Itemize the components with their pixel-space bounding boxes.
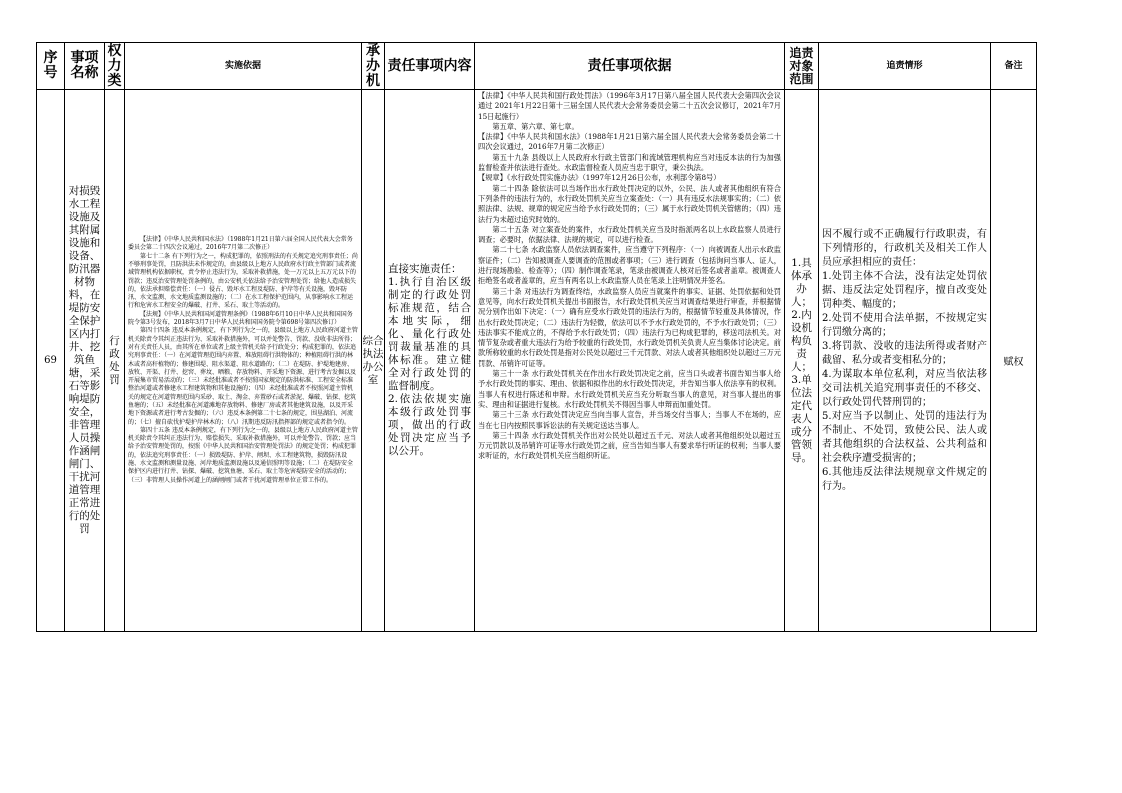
basis-para: 第四十五条 违反本条例规定，有下列行为之一的，县级以上地方人民政府河道主管机关除责令其纠正违法行为、赔偿损失、采取补救措施外，可以并处警告、罚款；应当给予治安管理处罚的，按照《中华人民共和国治安管理处罚法》的规定处罚；构成犯罪的，依法追究刑事责任：（一）损毁堤防、护岸、闸坝、水工程建筑物，损毁防汛设施、水文监测和测量设施、河岸地质监测设施以及通信照明等设施；（二）在堤防安全保护区内进行打井、钻探、爆破、挖筑鱼塘、采石、取土等危害堤防安全的活动的；（三）非管理人员操作河道上的涵闸闸门或者干扰河道管理单位正常工作的。	[128, 426, 358, 484]
header-power-type: 权力类	[105, 43, 125, 90]
situation-line: 3.将罚款、没收的违法所得或者财产截留、私分或者变相私分的；	[822, 340, 987, 366]
basis-cell	[125, 90, 362, 632]
duty-content-line: 直接实施责任：	[388, 263, 462, 275]
basis-para: 第七十二条 有下列行为之一，构成犯罪的，依照刑法的有关规定追究刑事责任；尚不够刑事处罚，且防洪法未作规定的，由县级以上地方人民政府水行政主管部门或者流域管理机构依据职权，责令停止违法行为，采取补救措施，处一万元以上五万元以下的罚款；违反治安管理处罚条例的，由公安机关依法给予治安管理处罚；给他人造成损失的，依法承担赔偿责任：（一）侵占、毁坏水工程及堤防、护岸等有关设施，毁坏防汛、水文监测、水文地质监测设施的；（二）在水工程保护范围内，从事影响水工程运行和危害水工程安全的爆破、打井、采石、取土等活动的。	[128, 252, 358, 310]
accountable-cell	[785, 90, 819, 632]
duty-basis-para: 第五十九条 县级以上人民政府水行政主管部门和流域管理机构应当对违反本法的行为加强监督检查并依法进行查处。水政监督检查人员应当忠于职守，秉公执法。	[478, 152, 781, 173]
dept-cell: 综合执法办公室	[362, 90, 385, 632]
duty-basis-para: 第二十七条 水政监察人员依法调查案件，应当遵守下列程序：（一）向被调查人出示水政监察证件；（二）告知被调查人要调查的范围或者事项；（三）进行调查（包括询问当事人、证人，进行现场勘验、检查等）；（四）制作调查笔录，笔录由被调查人核对后签名或者盖章。被调查人拒绝签名或者盖章的，应当有两名以上水政监察人员在笔录上注明情况并签名。	[478, 245, 781, 286]
authority-list-table	[36, 42, 1037, 632]
duty-basis-para: 【法律】《中华人民共和国行政处罚法》（1996年3月17日第八届全国人民代表大会第四次会议通过 2021年1月22日第十三届全国人民代表大会常务委员会第二十五次会议修订，2021年7月15日起施行）	[478, 91, 781, 121]
remark-cell: 赋权	[991, 90, 1037, 632]
seq-cell: 69	[37, 90, 65, 632]
duty-basis-para: 【法律】《中华人民共和国水法》（1988年1月21日第六届全国人民代表大会常务委员会第二十四次会议通过，2016年7月第二次修正）	[478, 132, 781, 152]
header-duty-content: 责任事项内容	[385, 43, 475, 90]
duty-basis-para: 第三十条 对违法行为调查终结，水政监察人员应当就案件的事实、证据、处罚依据和处罚意见等，向水行政处罚机关提出书面报告，水行政处罚机关应当对调查结果进行审查，并根据情况分别作出如下决定：（一）确有应受水行政处罚的违法行为的，根据情节轻重及具体情况，作出水行政处罚决定；（二）违法行为轻微，依法可以不予水行政处罚的，不予水行政处罚；（三）违法事实不能成立的，不得给予水行政处罚；（四）违法行为已构成犯罪的，移送司法机关。对情节复杂或者重大违法行为给予较重的行政处罚，水行政处罚机关负责人应当集体讨论决定。前款所称较重的水行政处罚是指对公民处以超过三千元罚款、对法人或者其他组织处以超过三万元罚款、吊销许可证等。	[478, 286, 781, 368]
basis-para: 第四十四条 违反本条例规定，有下列行为之一的，县级以上地方人民政府河道主管机关除责令其纠正违法行为、采取补救措施外，可以并处警告、罚款、没收非法所得；对有关责任人员，由其所在单位或者上级主管机关给予行政处分；构成犯罪的，依法追究刑事责任：（一）在河道管理范围内弃置、堆放阻碍行洪物体的；种植阻碍行洪的林木或者高秆植物的；修建围堤、阻水渠道、阻水道路的；（二）在堤防、护堤地建房、放牧、开渠、打井、挖窖、葬坟、晒粮、存放物料、开采地下资源、进行考古发掘以及开展集市贸易活动的；（三）未经批准或者不按照国家规定的防洪标准、工程安全标准整治河道或者修建水工程建筑物和其他设施的；（四）未经批准或者不按照河道主管机关的规定在河道管理范围内采砂、取土、淘金、弃置砂石或者淤泥、爆破、钻探、挖筑鱼塘的；（五）未经批准在河道滩地存放物料、修建厂房或者其他建筑设施，以及开采地下资源或者进行考古发掘的；（六）违反本条例第二十七条的规定，围垦湖泊、河流的；（七）擅自砍伐护堤护岸林木的；（八）汛期违反防汛指挥部的规定或者指令的。	[128, 327, 358, 426]
situation-line: 4.为谋取本单位私利，对应当依法移交司法机关追究刑事责任的不移交、以行政处罚代替刑罚的；	[822, 368, 987, 408]
duty-basis-cell	[475, 90, 785, 632]
table-row	[37, 90, 1037, 632]
header-seq: 序号	[37, 43, 65, 90]
header-situation: 追责情形	[819, 43, 991, 90]
duty-content-line: 1.执行自治区级制定的行政处罚标准规范，结合本地实际，细化、量化行政处罚裁量基准的具体标准。建立健全对行政处罚的监督制度。	[388, 276, 471, 392]
duty-basis-para: 第五章、第六章、第七章。	[492, 121, 579, 131]
basis-para: 【法规】《中华人民共和国河道管理条例》（1988年6月10日中华人民共和国国务院令第3号发布，2018年3月7日中华人民共和国国务院令第698号第四次修订）	[128, 310, 353, 327]
accountable-line: 1.具体承办人；	[791, 256, 812, 308]
situation-line: 1.处罚主体不合法，没有法定处罚依据、违反法定处罚程序，擅自改变处罚种类、幅度的；	[822, 270, 987, 310]
duty-basis-para: 第二十五条 对立案查处的案件，水行政处罚机关应当及时指派两名以上水政监察人员进行调查；必要时，依据法律、法规的规定，可以进行检查。	[478, 224, 781, 245]
situation-line: 2.处罚不使用合法单据，不按规定实行罚缴分离的；	[822, 312, 987, 338]
accountable-line: 3.单位法定代表人或分管领导。	[791, 373, 812, 464]
header-row	[37, 43, 1037, 90]
duty-basis-para: 第二十四条 除依法可以当场作出水行政处罚决定的以外，公民、法人或者其他组织有符合下列条件的违法行为的，水行政处罚机关应当立案查处：（一）具有违反水法规事实的；（二）依照法律、法规、规章的规定应当给予水行政处罚的；（三）属于水行政处罚机关管辖的；（四）违法行为未超过追究时效的。	[478, 183, 781, 224]
duty-basis-para: 第三十四条 水行政处罚机关作出对公民处以超过五千元、对法人或者其他组织处以超过五万元罚款以及吊销许可证等水行政处罚之前，应当告知当事人有要求举行听证的权利；当事人要求听证的，水行政处罚机关应当组织听证。	[478, 430, 781, 461]
header-basis: 实施依据	[125, 43, 362, 90]
situation-cell	[819, 90, 991, 632]
duty-basis-para: 【规章】《水行政处罚实施办法》（1997年12月26日公布，水利部令第8号）	[478, 173, 721, 183]
item-name-cell: 对损毁水工程设施及其附属设施和设备、防汛器材物料，在堤防安全保护区内打井、挖筑鱼塘，采石等影响堤防安全，非管理人员操作涵闸闸门、干扰河道管理正常进行的处罚	[65, 90, 105, 632]
duty-content-cell	[385, 90, 475, 632]
situation-line: 6.其他违反法律法规规章文件规定的行为。	[822, 466, 987, 492]
basis-para: 【法律】《中华人民共和国水法》（1988年1月21日第六届全国人民代表大会常务委员会第二十四次会议通过，2016年7月第二次修正）	[128, 236, 353, 252]
duty-content-line: 2.依法依规实施本级行政处罚事项，做出的行政处罚决定应当予以公开。	[388, 393, 471, 457]
duty-basis-para: 第三十三条 水行政处罚决定应当向当事人宣告，并当场交付当事人；当事人不在场的，应当在七日内按照民事诉讼法的有关规定送达当事人。	[478, 410, 781, 430]
header-dept: 承办机	[362, 43, 385, 90]
header-accountable: 追责对象范围	[785, 43, 819, 90]
header-duty-basis: 责任事项依据	[475, 43, 785, 90]
situation-line: 因不履行或不正确履行行政职责，有下列情形的，行政机关及相关工作人员应承担相应的责任：	[822, 228, 987, 268]
power-type-cell: 行政处罚	[105, 90, 125, 632]
header-remark: 备注	[991, 43, 1037, 90]
duty-basis-para: 第三十一条 水行政处罚机关在作出水行政处罚决定之前，应当口头或者书面告知当事人给予水行政处罚的事实、理由、依据和拟作出的水行政处罚决定，并告知当事人依法享有的权利。当事人有权进行陈述和申辩。水行政处罚机关应当充分听取当事人的意见，对当事人提出的事实、理由和证据进行复核。水行政处罚机关不得因当事人申辩而加重处罚。	[478, 369, 781, 409]
accountable-line: 2.内设机构负责人；	[791, 308, 812, 373]
header-item-name: 事项名称	[65, 43, 105, 90]
situation-line: 5.对应当予以制止、处罚的违法行为不制止、不处罚，致使公民、法人或者其他组织的合法权益、公共利益和社会秩序遭受损害的；	[822, 410, 987, 464]
